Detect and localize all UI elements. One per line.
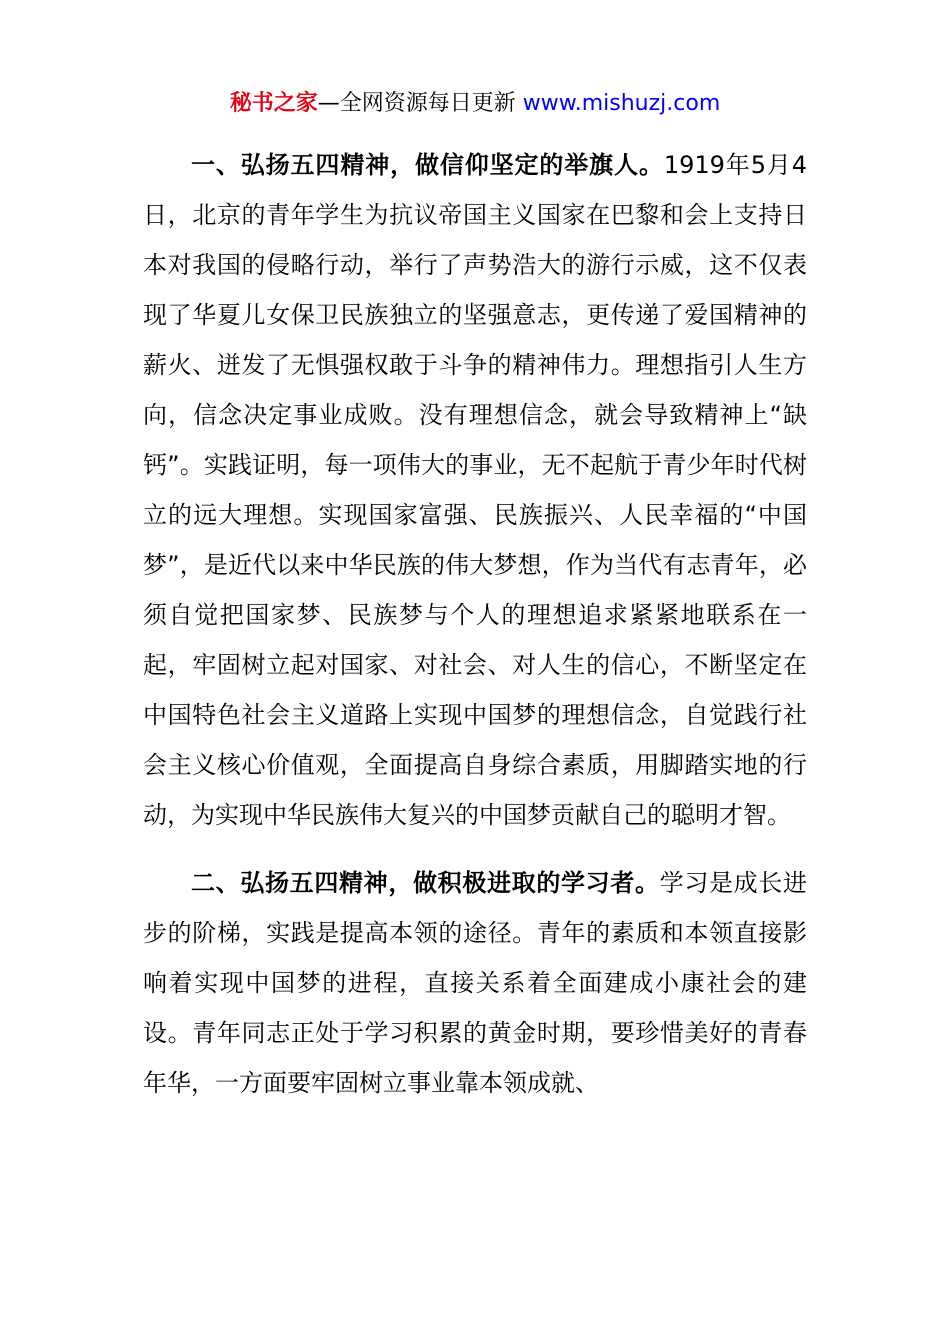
document-header	[0, 86, 950, 122]
paragraph-2-text: 学习是成长进步的阶梯，实践是提高本领的途径。青年的素质和本领直接影响着实现中国梦的进程，直接关系着全面建成小康社会的建设。青年同志正处于学习积累的黄金时期，要珍惜美好的青春年华，一方面要牢固树立事业靠本领成就、	[143, 869, 808, 1097]
paragraph-1-text: 1919年5月4日，北京的青年学生为抗议帝国主义国家在巴黎和会上支持日本对我国的侵略行动，举行了声势浩大的游行示威，这不仅表现了华夏儿女保卫民族独立的坚强意志，更传递了爱国精神的薪火、迸发了无惧强权敢于斗争的精神伟力。理想指引人生方向，信念决定事业成败。没有理想信念，就会导致精神上“缺钙”。实践证明，每一项伟大的事业，无不起航于青少年时代树立的远大理想。实现国家富强、民族振兴、人民幸福的“中国梦”，是近代以来中华民族的伟大梦想，作为当代有志青年，必须自觉把国家梦、民族梦与个人的理想追求紧紧地联系在一起，牢固树立起对国家、对社会、对人生的信心，不断坚定在中国特色社会主义道路上实现中国梦的理想信念，自觉践行社会主义核心价值观，全面提高自身综合素质，用脚踏实地的行动，为实现中华民族伟大复兴的中国梦贡献自己的聪明才智。	[143, 151, 808, 829]
section-heading-2: 二、弘扬五四精神，做积极进取的学习者。	[191, 869, 660, 897]
brand-name: 秘书之家	[229, 91, 318, 116]
section-heading-1: 一、弘扬五四精神，做信仰坚定的举旗人。	[191, 151, 664, 179]
header-tagline: —全网资源每日更新	[317, 91, 523, 116]
document-body	[143, 140, 807, 1108]
website-link[interactable]: www.mishuzj.com	[522, 91, 721, 116]
paragraph-1	[143, 140, 807, 840]
paragraph-2	[143, 858, 807, 1108]
